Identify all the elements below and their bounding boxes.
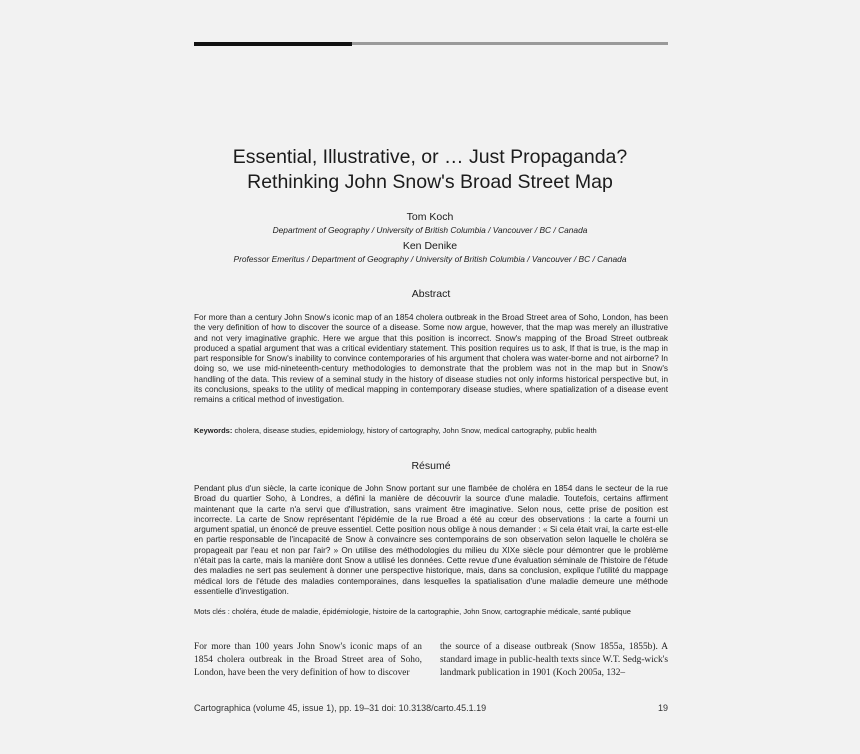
- header-rule-light: [352, 42, 668, 45]
- abstract-text: For more than a century John Snow's iconic map of an 1854 cholera outbreak in the Broad Street area of Soho, London, has been the very definition of how to discover the source of a disease. Some now argue, however, that the map was merely an illustrative and not very imaginative graphic. Here we argue that this position is incorrect. Snow's mapping of the Broad Street outbreak produced a spatial argument that was a critical evidentiary statement. This position requires us to ask, If that is true, is the map in part responsible for Snow's inability to convince contemporaries of his argument that cholera was water-borne and not airborne? In doing so, we use mid-nineteenth-century methodologies to demonstrate that the problem was not in the map but in Snow's handling of the data. This review of a seminal study in the history of disease studies not only informs historical perspective but, in its conclusions, speaks to the utility of medical mapping in contemporary disease studies, where spatialization of a disease event remains a critical method of investigation.: [194, 313, 668, 405]
- article-title: [150, 145, 710, 195]
- resume-keywords: [194, 607, 668, 617]
- abstract-heading: Abstract: [411, 288, 451, 300]
- resume-heading: Résumé: [411, 460, 451, 472]
- author-affiliation-1: Department of Geography / University of British Columbia / Vancouver / BC / Canada: [272, 225, 588, 235]
- header-rule-dark: [194, 42, 352, 46]
- keywords-label: Keywords:: [194, 426, 233, 435]
- page-footer: [194, 703, 668, 713]
- author-affiliation-2: Professor Emeritus / Department of Geography / University of British Columbia / Vancouver / BC / Canada: [233, 254, 627, 264]
- mots-cles-label: Mots clés :: [194, 607, 230, 616]
- body-column-left: For more than 100 years John Snow's iconic maps of an 1854 cholera outbreak in the Broad Street area of Soho, London, have been the very definition of how to discover: [194, 642, 422, 679]
- title-line-1: Essential, Illustrative, or … Just Propaganda?: [232, 146, 628, 168]
- body-column-right: the source of a disease outbreak (Snow 1855a, 1855b). A standard image in public-health texts since W.T. Sedg-wick's landmark publication in 1901 (Koch 2005a, 132–: [440, 642, 668, 679]
- author-name-1: Tom Koch: [406, 211, 454, 223]
- page-number: 19: [657, 703, 668, 713]
- abstract-keywords: [194, 426, 668, 436]
- title-line-2: Rethinking John Snow's Broad Street Map: [247, 171, 613, 193]
- author-name-2: Ken Denike: [402, 240, 458, 252]
- keywords-list: cholera, disease studies, epidemiology, history of cartography, John Snow, medical cartography, public health: [234, 426, 597, 435]
- resume-text: Pendant plus d'un siècle, la carte iconique de John Snow portant sur une flambée de choléra en 1854 dans le secteur de la rue Broad du quartier Soho, à Londres, a défini la manière de découvrir la source d'une maladie. Toutefois, certains affirment maintenant que la carte n'a servi que d'illustration, sans vraiment être imaginative. Selon nous, cette prise de position est incorrecte. La carte de Snow représentant l'épidémie de la rue Broad a été au cœur des observations : la carte a fourni un argument spatial, un énoncé de preuve essentiel. Cette position nous oblige à nous demander : « Si cela était vrai, la carte est-elle en partie responsable de l'incapacité de Snow à convaincre ses contemporains de son observation selon laquelle le choléra se propageait par l'eau et non par l'air? » On utilise des méthodologies du milieu du XIXe siècle pour démontrer que le problème n'était pas la carte, mais la manière dont Snow a utilisé les données. Cette revue d'une évaluation séminale de l'histoire de l'étude des maladies ne sert pas seulement à donner une perspective historique, mais, dans sa conclusion, explique l'utilité du mappage médical lors de l'étude des maladies contemporaines, dans lesquelles la spatialisation d'une maladie demeure une méthode essentielle d'investigation.: [194, 484, 668, 596]
- footer-citation: Cartographica (volume 45, issue 1), pp. 19–31 doi: 10.3138/carto.45.1.19: [194, 703, 487, 713]
- mots-cles-list: choléra, étude de maladie, épidémiologie, histoire de la cartographie, John Snow, cartographie médicale, santé publique: [231, 607, 631, 616]
